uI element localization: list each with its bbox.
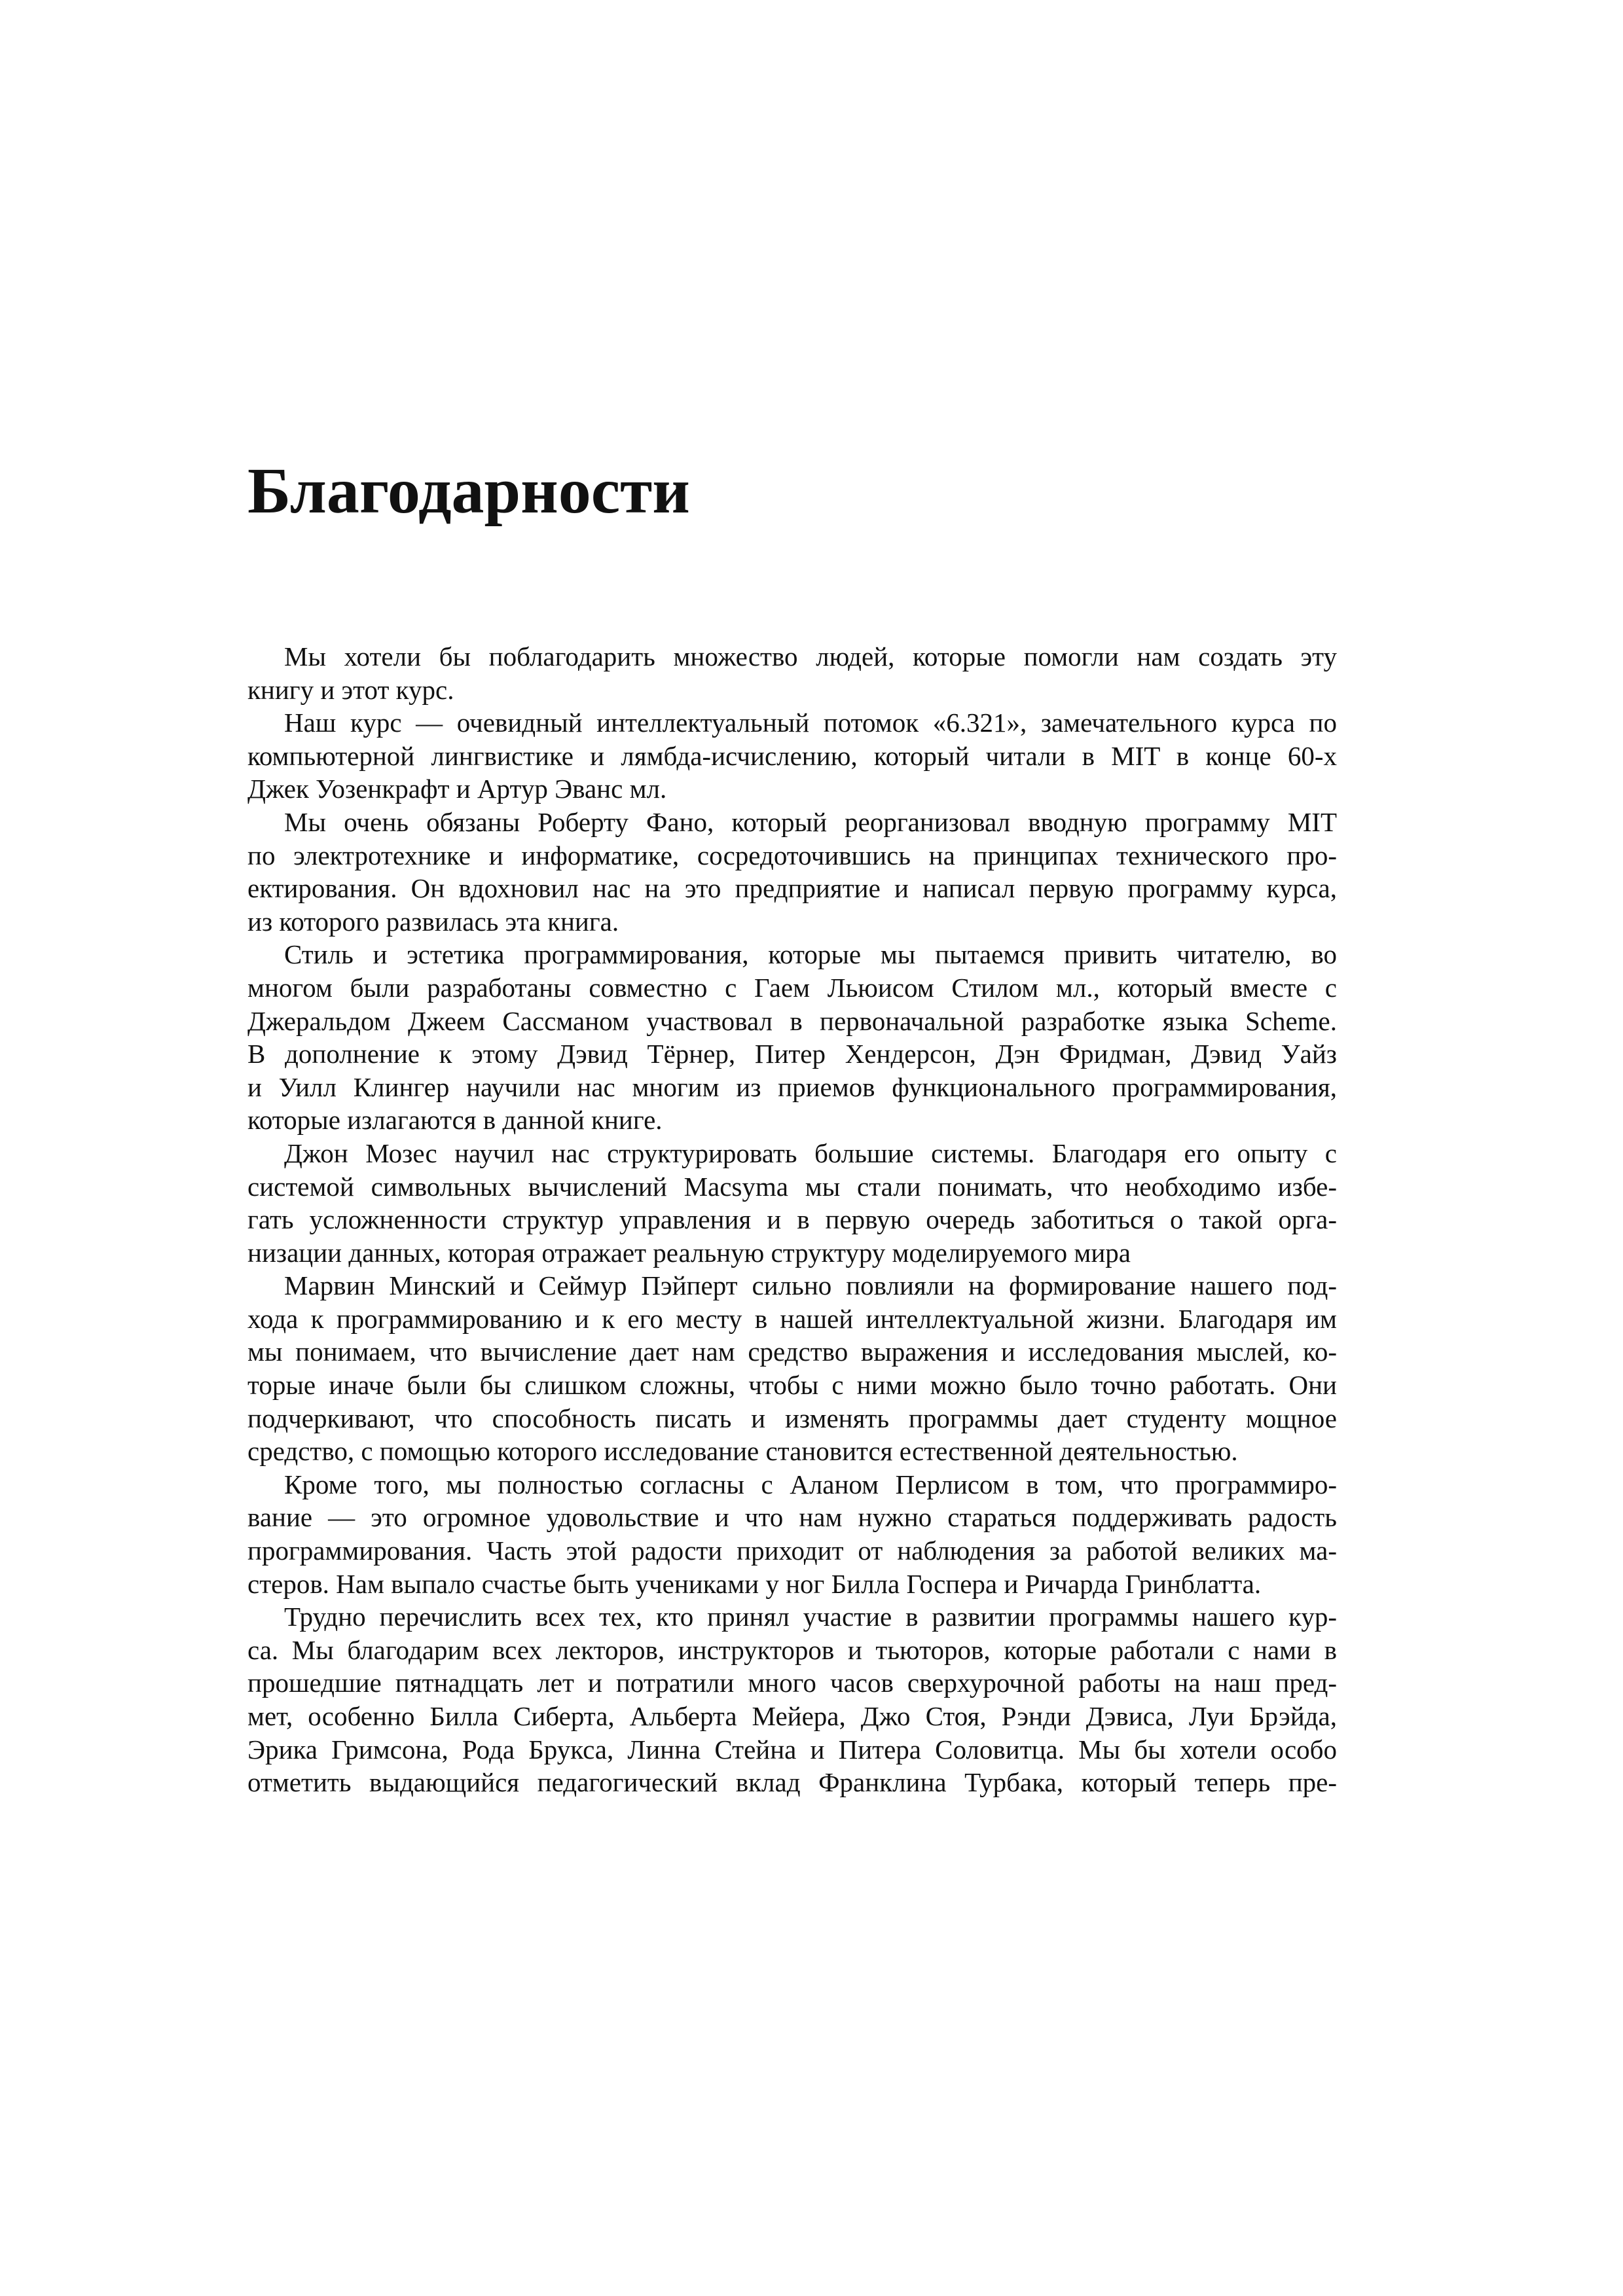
text-line: низации данных, которая отражает реальную структуру моделируемого мира xyxy=(247,1237,1131,1268)
text-line: Джон Мозес научил нас структурировать большие системы. Благодаря его опыту с xyxy=(284,1138,1337,1168)
text-line: Мы хотели бы поблагодарить множество людей, которые помогли нам создать эту xyxy=(284,641,1337,672)
text-line: мет, особенно Билла Сиберта, Альберта Мейера, Джо Стоя, Рэнди Дэвиса, Луи Брэйда, xyxy=(247,1701,1337,1731)
text-line: Стиль и эстетика программирования, которые мы пытаемся привить читателю, во xyxy=(284,939,1337,970)
text-line: вание — это огромное удовольствие и что нам нужно стараться поддерживать радость xyxy=(247,1502,1337,1533)
text-line: Кроме того, мы полностью согласны с Аланом Перлисом в том, что программиро- xyxy=(284,1469,1337,1499)
text-line: средство, с помощью которого исследование становится естественной деятельностью. xyxy=(247,1436,1238,1467)
text-line: гать усложненности структур управления и в первую очередь заботиться о такой орга- xyxy=(247,1204,1337,1235)
text-line: ектирования. Он вдохновил нас на это предприятие и написал первую программу курса, xyxy=(247,873,1337,904)
text-line: В дополнение к этому Дэвид Тёрнер, Питер Хендерсон, Дэн Фридман, Дэвид Уайз xyxy=(247,1039,1337,1069)
chapter-title: Благодарности xyxy=(247,454,690,527)
text-line: торые иначе были бы слишком сложны, чтобы с ними можно было точно работать. Они xyxy=(247,1370,1337,1401)
text-line: подчеркивают, что способность писать и изменять программы дает студенту мощное xyxy=(247,1403,1337,1433)
text-line: Мы очень обязаны Роберту Фано, который реорганизовал вводную программу MIT xyxy=(284,806,1337,837)
text-line: компьютерной лингвистике и лямбда-исчислению, который читали в MIT в конце 60-х xyxy=(247,740,1337,771)
text-line: са. Мы благодарим всех лекторов, инструкторов и тьюторов, которые работали с нами в xyxy=(247,1634,1337,1665)
text-line: Эрика Гримсона, Рода Брукса, Линна Стейна и Питера Соловитца. Мы бы хотели особо xyxy=(247,1734,1337,1765)
text-line: и Уилл Клингер научили нас многим из приемов функционального программирования, xyxy=(247,1071,1337,1102)
text-line: хода к программированию и к его месту в нашей интеллектуальной жизни. Благодаря им xyxy=(247,1303,1337,1334)
text-line: Наш курс — очевидный интеллектуальный потомок «6.321», замечательного курса по xyxy=(284,708,1337,738)
text-line: из которого развилась эта книга. xyxy=(247,906,619,937)
text-line: Трудно перечислить всех тех, кто принял участие в развитии программы нашего кур- xyxy=(284,1602,1337,1632)
text-line: мы понимаем, что вычисление дает нам средство выражения и исследования мыслей, ко- xyxy=(247,1336,1337,1367)
text-line: Марвин Минский и Сеймур Пэйперт сильно повлияли на формирование нашего под- xyxy=(284,1270,1337,1301)
text-line: по электротехнике и информатике, сосредоточившись на принципах технического про- xyxy=(247,840,1337,870)
text-line: Джек Уозенкрафт и Артур Эванс мл. xyxy=(247,774,667,804)
text-line: стеров. Нам выпало счастье быть учениками у ног Билла Госпера и Ричарда Гринблатта. xyxy=(247,1568,1262,1599)
text-line: программирования. Часть этой радости приходит от наблюдения за работой великих ма- xyxy=(247,1535,1337,1566)
body-text xyxy=(247,640,1337,1799)
text-line: Джеральдом Джеем Сассманом участвовал в первоначальной разработке языка Scheme. xyxy=(247,1005,1337,1036)
text-line: прошедшие пятнадцать лет и потратили много часов сверхурочной работы на наш пред- xyxy=(247,1668,1337,1698)
text-line: многом были разработаны совместно с Гаем Льюисом Стилом мл., который вместе с xyxy=(247,972,1337,1003)
text-line: книгу и этот курс. xyxy=(247,674,454,705)
text-line: системой символьных вычислений Macsyma мы стали понимать, что необходимо избе- xyxy=(247,1171,1337,1202)
text-line: которые излагаются в данной книге. xyxy=(247,1105,663,1136)
text-line: отметить выдающийся педагогический вклад Франклина Турбака, который теперь пре- xyxy=(247,1767,1337,1798)
